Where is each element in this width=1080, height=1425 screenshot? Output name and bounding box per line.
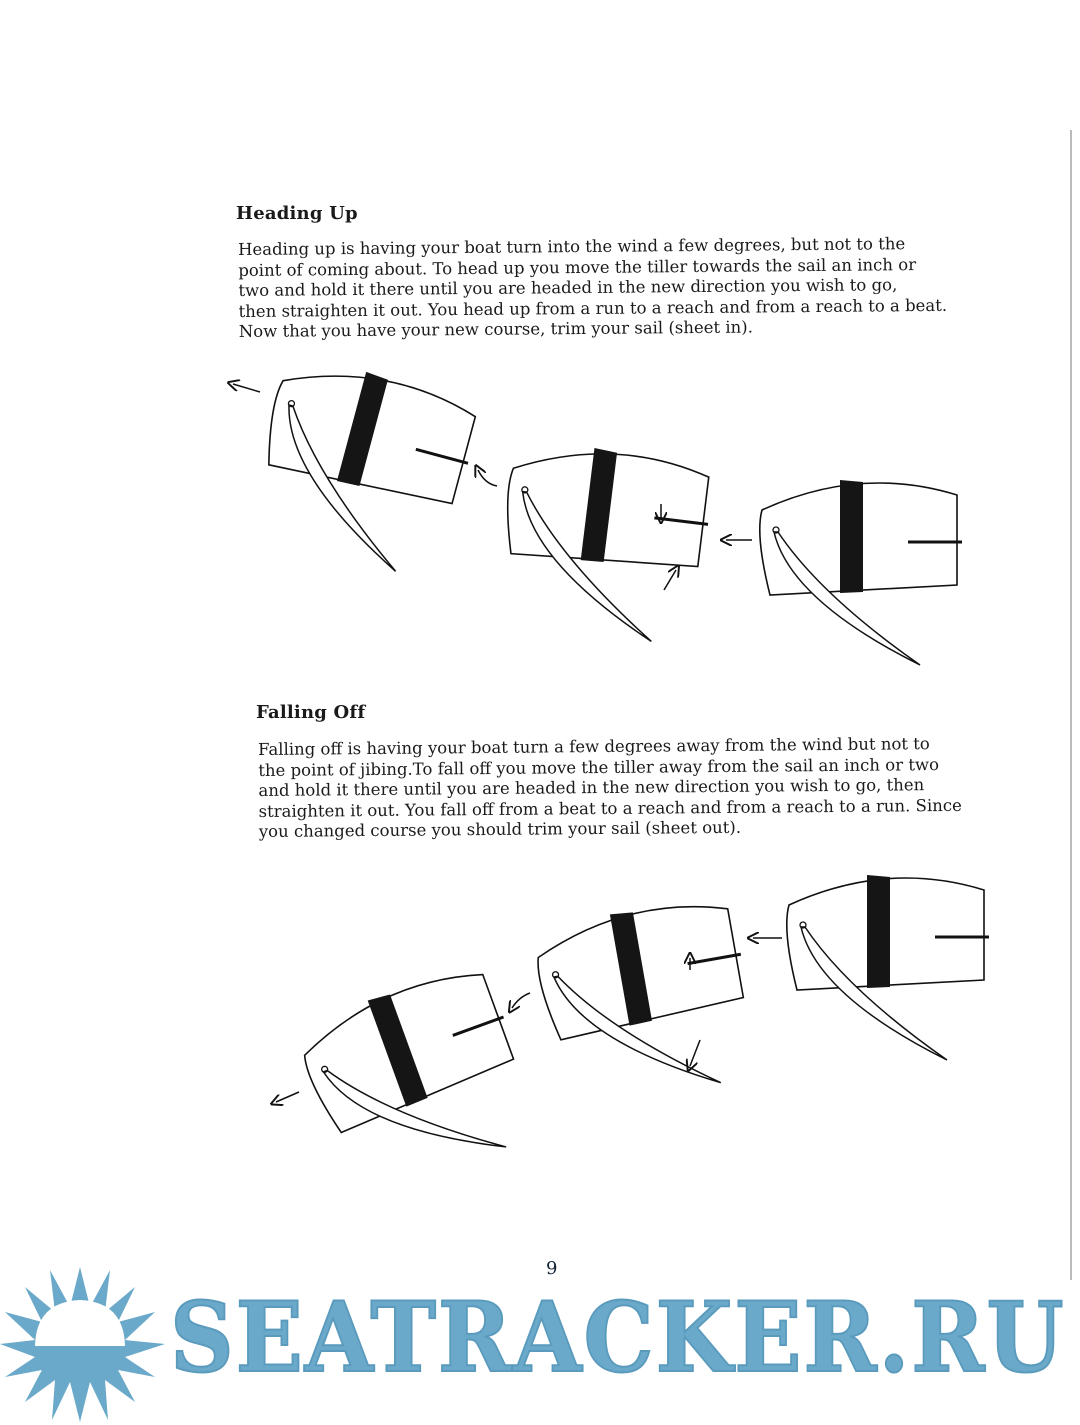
text-line: two and hold it there until you are headed in the new direction you wish to go, (238, 275, 898, 300)
boat-4 (787, 875, 989, 1060)
text-line: straighten it out. You fall off from a beat to a reach and from a reach to a run. Since (258, 795, 962, 821)
arrow-icon (478, 470, 497, 486)
text-line: point of coming about. To head up you move the tiller towards the sail an inch or (238, 254, 917, 280)
boat-2 (492, 438, 715, 646)
page-number: 9 (546, 1258, 558, 1279)
text-line: then straighten it out. You head up from a run to a reach and from a reach to a beat. (238, 295, 948, 321)
text-line: you changed course you should trim your sail (sheet out). (258, 817, 742, 841)
boat-1 (241, 351, 484, 582)
heading-up-diagram (233, 351, 962, 665)
text-line: the point of jibing.To fall off you move the tiller away from the sail an inch or two (258, 754, 940, 780)
text-line: Heading up is having your boat turn into the wind a few degrees, but not to the (238, 234, 906, 259)
sun-logo-icon (0, 1262, 170, 1422)
arrow-icon (233, 384, 260, 392)
section-heading-falling-off: Falling Off (256, 702, 366, 723)
boat-3 (760, 480, 962, 665)
watermark-text: SEATRACKER.RU (170, 1281, 1066, 1394)
text-line: and hold it there until you are headed in the new direction you wish to go, then (258, 775, 925, 800)
falling-off-diagram (276, 875, 989, 1202)
section-heading-heading-up: Heading Up (236, 203, 358, 224)
boat-6 (292, 959, 545, 1202)
text-line: Now that you have your new course, trim your sail (sheet in). (238, 317, 754, 341)
arrow-icon (690, 1040, 700, 1066)
arrow-icon (664, 570, 676, 590)
arrow-icon (276, 1092, 299, 1102)
text-line: Falling off is having your boat turn a few degrees away from the wind but not to (258, 734, 930, 759)
arrow-icon (512, 993, 530, 1008)
boat-5 (531, 893, 762, 1110)
